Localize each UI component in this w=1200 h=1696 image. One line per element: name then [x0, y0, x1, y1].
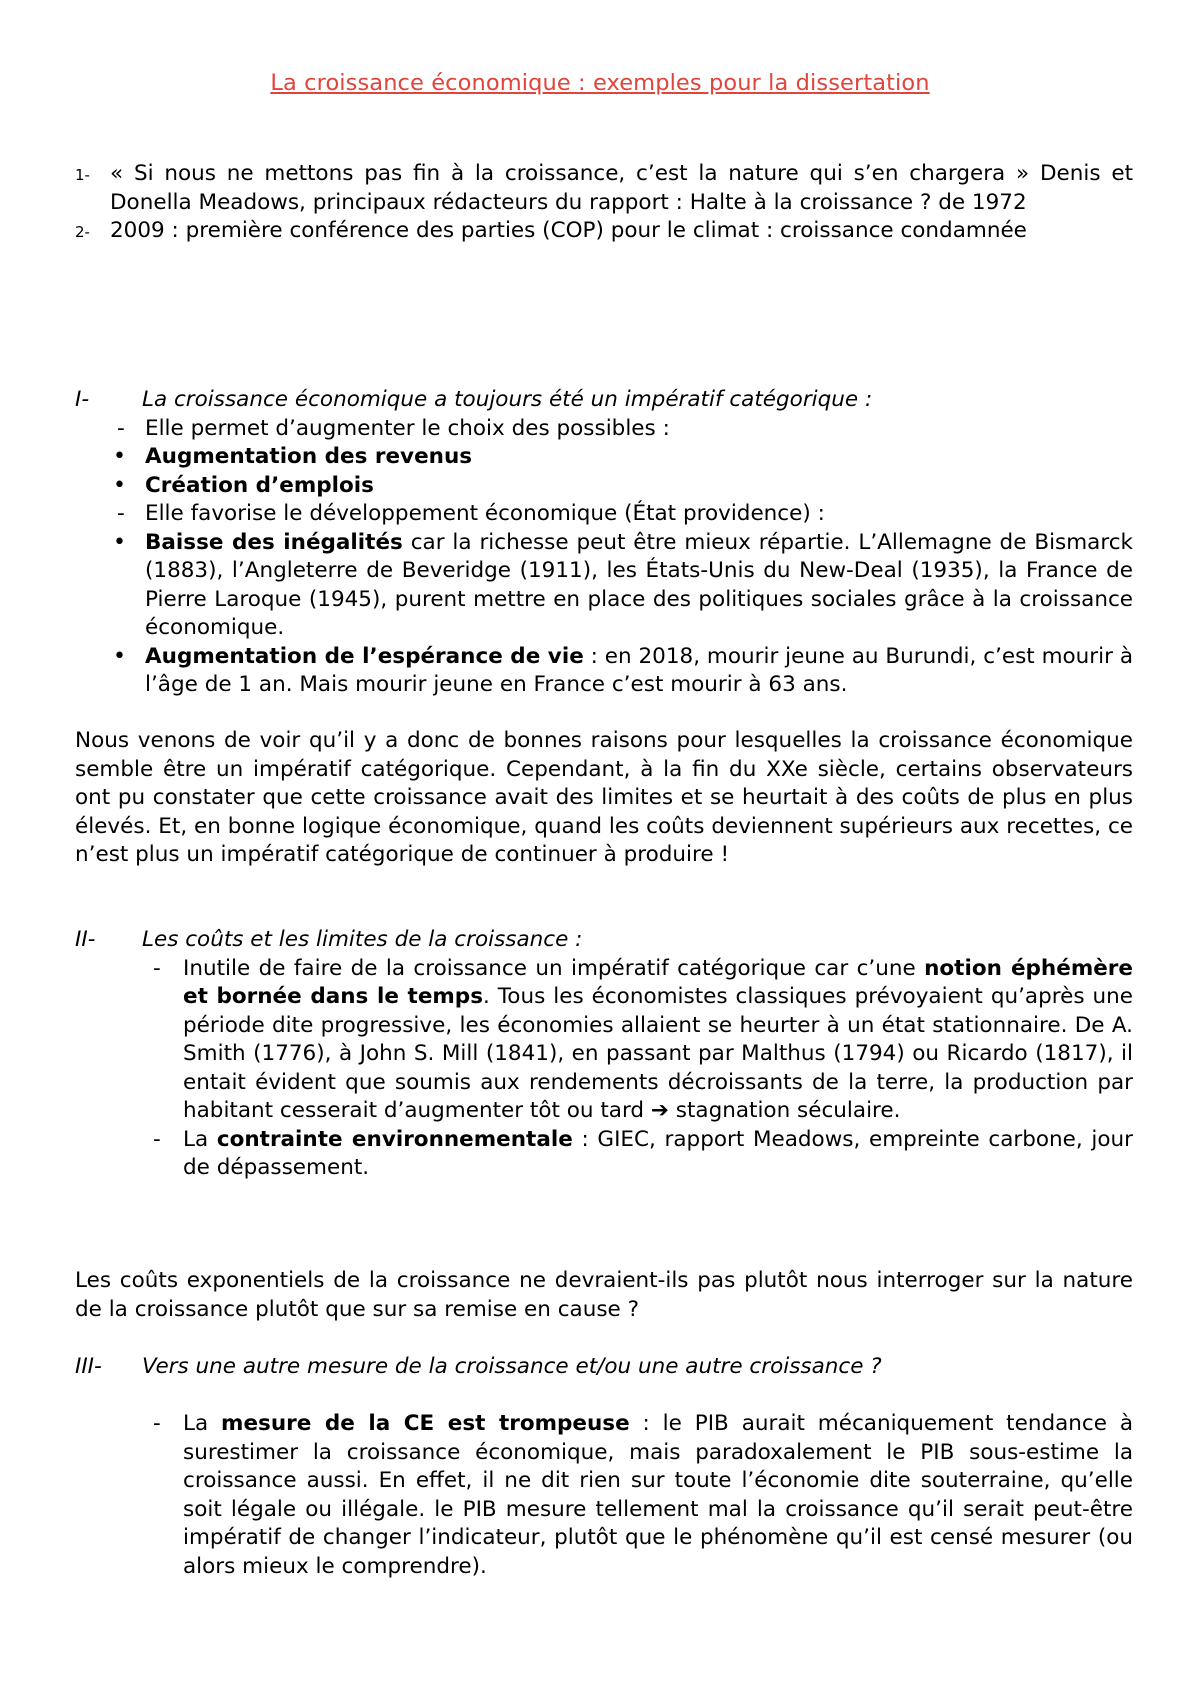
list-item	[75, 643, 1133, 700]
section-2-heading	[75, 926, 1133, 955]
heading-text: Vers une autre mesure de la croissance et/ou une autre croissance ?	[142, 1354, 882, 1379]
item-bold: notion éphémère et bornée dans le temps	[183, 955, 1133, 1009]
document-title: La croissance économique : exemples pour la dissertation	[270, 70, 930, 96]
item-text: : GIEC, rapport Meadows, empreinte carbone, jour de dépassement.	[183, 1126, 1133, 1180]
arrow-icon: ➔	[650, 1098, 669, 1123]
section-numeral: I-	[75, 387, 90, 412]
item-text: Augmentation des revenus	[145, 444, 473, 469]
item-text: : le PIB aurait mécaniquement tendance à surestimer la croissance économique, mais paradoxalement le PIB sous-estime la croissance aussi. En effet, il ne dit rien sur toute l’économie dite souterraine, qu’elle soit légale ou illégale. le PIB mesure tellement mal la croissance qu’il serait peut-être impératif de changer l’indicateur, plutôt que le phénomène qu’il est censé mesurer (ou alors mieux le comprendre).	[183, 1411, 1134, 1579]
section-numeral: III-	[75, 1354, 102, 1379]
item-bold: mesure de la CE est trompeuse	[221, 1411, 630, 1436]
item-text: . Tous les économistes classiques prévoyaient qu’après une période dite progressive, les économies allaient se heurter à un état stationnaire. De A. Smith (1776), à John S. Mill (1841), en passant par Malthus (1794) ou Ricardo (1817), il entait évident que soumis aux rendements décroissants de la terre, la production par habitant cesserait d’augmenter tôt ou tard	[183, 984, 1134, 1123]
list-item	[75, 472, 1133, 501]
heading-text: Les coûts et les limites de la croissance :	[142, 927, 583, 952]
dash-marker: -	[153, 1411, 161, 1436]
section-1-heading	[75, 386, 1133, 415]
section-3-heading	[75, 1353, 1133, 1382]
list-item	[75, 955, 1133, 1126]
item-text: : en 2018, mourir jeune au Burundi, c’est mourir à l’âge de 1 an. Mais mourir jeune en France c’est mourir à 63 ans.	[145, 643, 1133, 697]
cop-text: 2009 : première conférence des parties (COP) pour le climat : croissance condamnée	[110, 218, 1027, 243]
item-text: Elle permet d’augmenter le choix des possibles :	[145, 415, 670, 441]
item-text: Création d’emplois	[145, 472, 374, 498]
item-text: Inutile de faire de la croissance un impératif catégorique car c’une	[183, 955, 925, 981]
intro-item-2	[75, 217, 1133, 246]
section-1	[75, 386, 1133, 700]
bullet-marker: •	[113, 472, 126, 498]
section-3	[75, 1353, 1133, 1382]
quote-text: « Si nous ne mettons pas fin à la croissance, c’est la nature qui s’en chargera » Denis et Donella Meadows, principaux rédacteurs du rapport : Halte à la croissance ? de 1972	[110, 161, 1133, 215]
dash-marker: -	[153, 955, 161, 981]
dash-marker: -	[117, 501, 125, 526]
item-text: Elle favorise le développement économique (État providence) :	[145, 501, 825, 526]
list-item	[75, 1410, 1133, 1581]
section-3-list	[75, 1410, 1133, 1581]
list-item	[75, 529, 1133, 643]
list-number: 1-	[75, 166, 90, 184]
item-text: La	[183, 1126, 217, 1152]
list-number: 2-	[75, 223, 90, 241]
transition-paragraph-1: Nous venons de voir qu’il y a donc de bonnes raisons pour lesquelles la croissance économique semble être un impératif catégorique. Cependant, à la fin du XXe siècle, certains observateurs ont pu constater que cette croissance avait des limites et se heurtait à des coûts de plus en plus élevés. Et, en bonne logique économique, quand les coûts deviennent supérieurs aux recettes, ce n’est plus un impératif catégorique de continuer à produire !	[75, 728, 1133, 867]
bullet-marker: •	[113, 643, 126, 669]
bullet-marker: •	[113, 529, 126, 555]
item-text: car la richesse peut être mieux répartie. L’Allemagne de Bismarck (1883), l’Angleterre de Beveridge (1911), les États-Unis du New-Deal (1935), la France de Pierre Laroque (1945), purent mettre en place des politiques sociales grâce à la croissance économique.	[145, 529, 1133, 640]
list-item	[75, 415, 1133, 444]
intro-item-1	[75, 160, 1133, 217]
transition-paragraph-2: Les coûts exponentiels de la croissance ne devraient-ils pas plutôt nous interroger sur la nature de la croissance plutôt que sur sa remise en cause ?	[75, 1268, 1133, 1322]
heading-text: La croissance économique a toujours été un impératif catégorique :	[142, 387, 873, 412]
list-item	[75, 443, 1133, 472]
section-numeral: II-	[75, 927, 96, 952]
section-2	[75, 926, 1133, 1183]
intro-list	[75, 160, 1133, 246]
list-item	[75, 500, 1133, 529]
item-bold: contrainte environnementale	[216, 1126, 573, 1152]
item-bold: Augmentation de l’espérance de vie	[145, 643, 584, 669]
bullet-marker: •	[113, 444, 126, 469]
item-text: stagnation séculaire.	[668, 1098, 901, 1123]
dash-marker: -	[117, 415, 125, 441]
dash-marker: -	[153, 1126, 161, 1152]
item-bold: Baisse des inégalités	[145, 529, 403, 555]
item-text: La	[183, 1411, 222, 1436]
list-item	[75, 1126, 1133, 1183]
